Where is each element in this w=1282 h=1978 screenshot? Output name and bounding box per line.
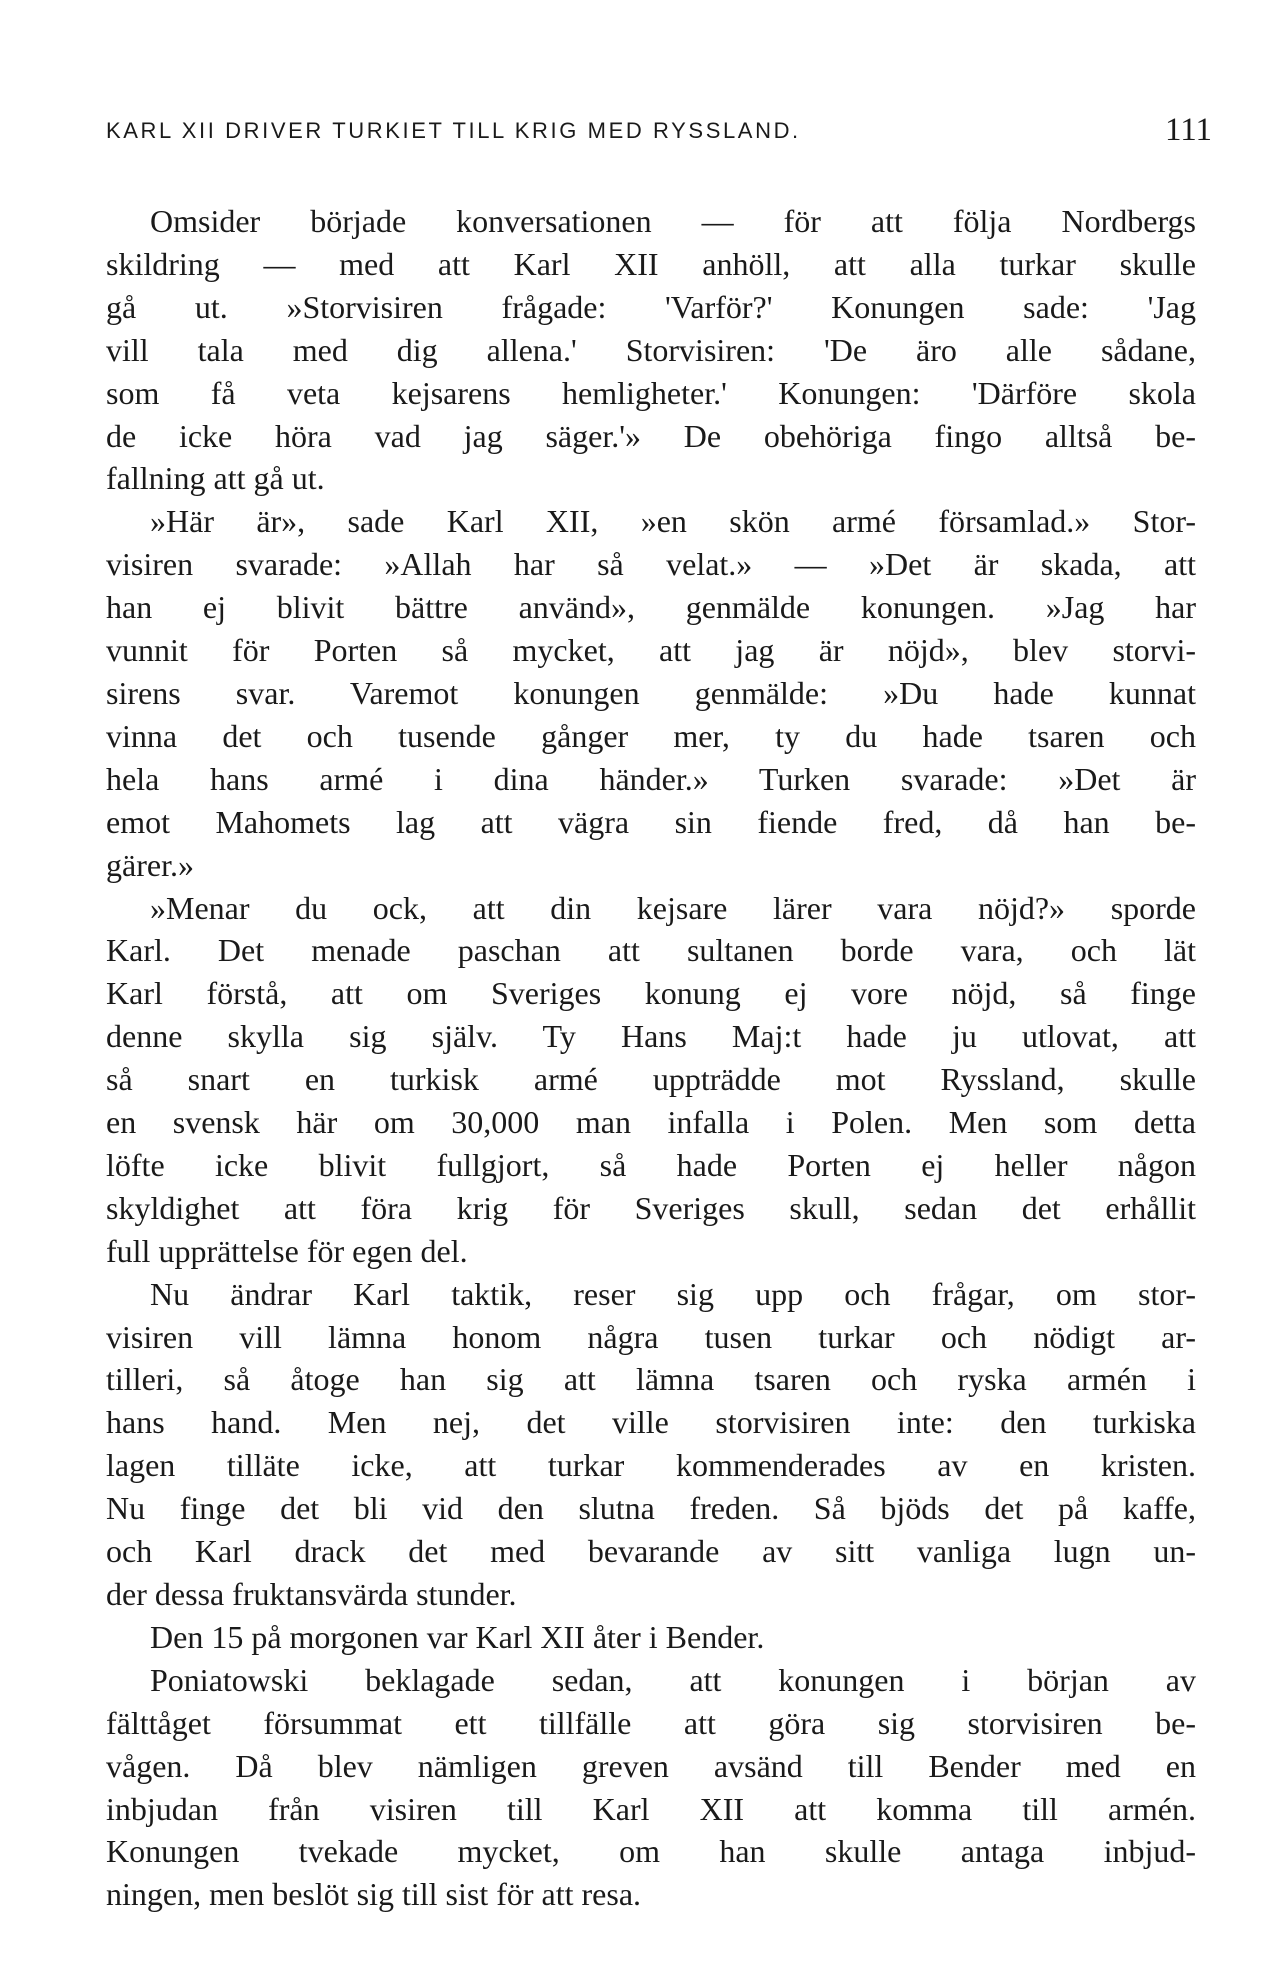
text-line: de icke höra vad jag säger.'» De obehöriga fingo alltså be- [106, 417, 1196, 454]
text-line: visiren svarade: »Allah har så velat.» — »Det är skada, att [106, 546, 1196, 583]
running-header [106, 112, 1212, 152]
text-line: lagen tilläte icke, att turkar kommenderades av en kristen. [106, 1447, 1196, 1484]
text-line: visiren vill lämna honom några tusen turkar och nödigt ar- [106, 1318, 1196, 1355]
text-line: skildring — med att Karl XII anhöll, att alla turkar skulle [106, 245, 1196, 282]
text-line: tilleri, så åtoge han sig att lämna tsaren och ryska armén i [106, 1361, 1196, 1398]
body-text [106, 200, 1196, 1916]
text-line: Nu finge det bli vid den slutna freden. Så bjöds det på kaffe, [106, 1490, 1196, 1527]
text-line: Karl. Det menade paschan att sultanen borde vara, och lät [106, 932, 1196, 969]
text-line: han ej blivit bättre använd», genmälde konungen. »Jag har [106, 589, 1196, 626]
paragraph [106, 1616, 1196, 1659]
text-line: Karl förstå, att om Sveriges konung ej vore nöjd, så finge [106, 975, 1196, 1012]
text-line: skyldighet att föra krig för Sveriges skull, sedan det erhållit [106, 1189, 1196, 1226]
text-line: hans hand. Men nej, det ville storvisiren inte: den turkiska [106, 1404, 1196, 1441]
text-line: »Menar du ock, att din kejsare lärer vara nöjd?» sporde [150, 889, 1196, 926]
running-title: KARL XII DRIVER TURKIET TILL KRIG MED RYSSLAND. [106, 118, 801, 143]
text-line: vinna det och tusende gånger mer, ty du hade tsaren och [106, 717, 1196, 754]
text-line: Nu ändrar Karl taktik, reser sig upp och frågar, om stor- [150, 1275, 1196, 1312]
text-line: der dessa fruktansvärda stunder. [106, 1576, 517, 1612]
paragraph [106, 500, 1196, 886]
text-line: Poniatowski beklagade sedan, att konungen i början av [150, 1661, 1196, 1698]
text-line: löfte icke blivit fullgjort, så hade Porten ej heller någon [106, 1146, 1196, 1183]
text-line: Den 15 på morgonen var Karl XII åter i Bender. [150, 1618, 765, 1655]
paragraph [106, 1273, 1196, 1616]
text-line: ningen, men beslöt sig till sist för att resa. [106, 1876, 642, 1913]
text-line: som få veta kejsarens hemligheter.' Konungen: 'Därföre skola [106, 374, 1196, 411]
text-line: vill tala med dig allena.' Storvisiren: 'De äro alle sådane, [106, 331, 1196, 368]
text-line: sirens svar. Varemot konungen genmälde: »Du hade kunnat [106, 674, 1196, 711]
text-line: så snart en turkisk armé uppträdde mot Ryssland, skulle [106, 1061, 1196, 1098]
text-line: fälttåget försummat ett tillfälle att göra sig storvisiren be- [106, 1704, 1196, 1741]
text-line: fallning att gå ut. [106, 460, 325, 497]
text-line: inbjudan från visiren till Karl XII att komma till armén. [106, 1790, 1196, 1827]
text-line: gå ut. »Storvisiren frågade: 'Varför?' Konungen sade: 'Jag [106, 288, 1196, 325]
text-line: emot Mahomets lag att vägra sin fiende fred, då han be- [106, 803, 1196, 840]
page-number: 111 [1164, 112, 1212, 148]
text-line: Omsider började konversationen — för att följa Nordbergs [150, 203, 1196, 239]
text-line: denne skylla sig själv. Ty Hans Maj:t hade ju utlovat, att [106, 1018, 1196, 1055]
paragraph [106, 1659, 1196, 1916]
text-line: vunnit för Porten så mycket, att jag är nöjd», blev storvi- [106, 632, 1196, 669]
text-line: vågen. Då blev nämligen greven avsänd till Bender med en [106, 1747, 1196, 1784]
text-line: Konungen tvekade mycket, om han skulle antaga inbjud- [106, 1833, 1196, 1870]
text-line: gärer.» [106, 846, 194, 883]
text-line: »Här är», sade Karl XII, »en skön armé församlad.» Stor- [150, 503, 1196, 540]
text-line: full upprättelse för egen del. [106, 1232, 468, 1269]
paragraph [106, 200, 1196, 500]
text-line: en svensk här om 30,000 man infalla i Polen. Men som detta [106, 1104, 1196, 1141]
text-line: och Karl drack det med bevarande av sitt vanliga lugn un- [106, 1533, 1196, 1570]
text-line: hela hans armé i dina händer.» Turken svarade: »Det är [106, 760, 1196, 797]
paragraph [106, 887, 1196, 1273]
